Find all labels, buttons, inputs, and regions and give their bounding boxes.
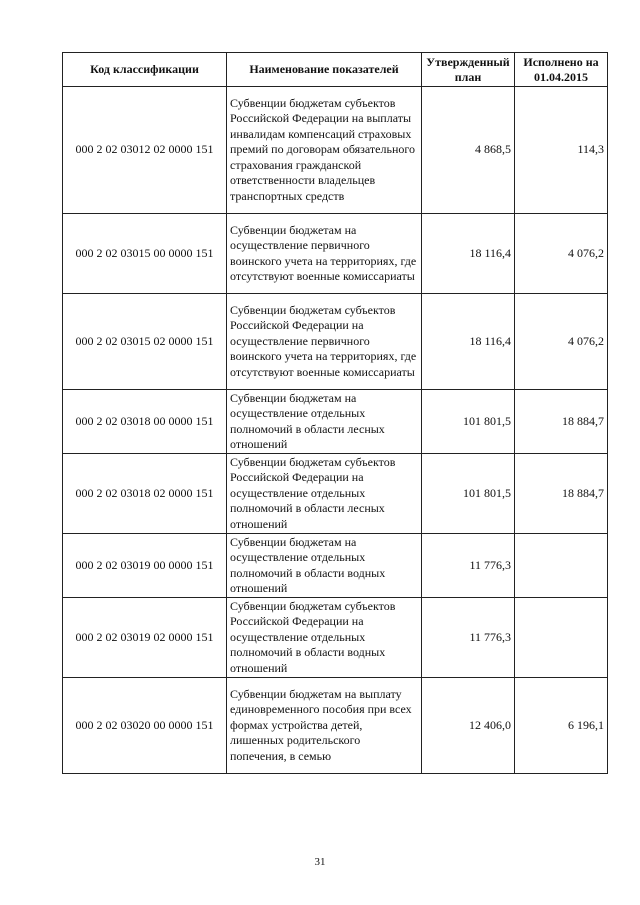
approved-plan: 11 776,3 bbox=[422, 598, 515, 678]
classification-code: 000 2 02 03015 02 0000 151 bbox=[63, 294, 227, 390]
page-number: 31 bbox=[314, 856, 326, 868]
classification-code: 000 2 02 03018 00 0000 151 bbox=[63, 390, 227, 454]
header-done: Исполнено на 01.04.2015 bbox=[515, 53, 608, 87]
classification-code: 000 2 02 03020 00 0000 151 bbox=[63, 678, 227, 774]
executed-amount: 4 076,2 bbox=[515, 214, 608, 294]
header-code: Код классификации bbox=[63, 53, 227, 87]
approved-plan: 18 116,4 bbox=[422, 214, 515, 294]
table-row bbox=[63, 294, 608, 390]
executed-amount: 114,3 bbox=[515, 87, 608, 214]
table-row bbox=[63, 390, 608, 454]
approved-plan: 101 801,5 bbox=[422, 390, 515, 454]
executed-amount: 18 884,7 bbox=[515, 390, 608, 454]
executed-amount: 4 076,2 bbox=[515, 294, 608, 390]
table-row bbox=[63, 598, 608, 678]
indicator-name: Субвенции бюджетам на осуществление первичного воинского учета на территориях, где отсутствуют военные комиссариаты bbox=[227, 214, 422, 294]
classification-code: 000 2 02 03019 02 0000 151 bbox=[63, 598, 227, 678]
table-row bbox=[63, 214, 608, 294]
executed-amount: 6 196,1 bbox=[515, 678, 608, 774]
executed-amount bbox=[515, 534, 608, 598]
approved-plan: 11 776,3 bbox=[422, 534, 515, 598]
approved-plan: 4 868,5 bbox=[422, 87, 515, 214]
indicator-name: Субвенции бюджетам субъектов Российской Федерации на осуществление первичного воинского учета на территориях, где отсутствуют военные комиссариаты bbox=[227, 294, 422, 390]
indicator-name: Субвенции бюджетам субъектов Российской Федерации на осуществление отдельных полномочий в области лесных отношений bbox=[227, 454, 422, 534]
approved-plan: 101 801,5 bbox=[422, 454, 515, 534]
classification-code: 000 2 02 03019 00 0000 151 bbox=[63, 534, 227, 598]
classification-code: 000 2 02 03015 00 0000 151 bbox=[63, 214, 227, 294]
table-row bbox=[63, 678, 608, 774]
executed-amount: 18 884,7 bbox=[515, 454, 608, 534]
indicator-name: Субвенции бюджетам на осуществление отдельных полномочий в области водных отношений bbox=[227, 534, 422, 598]
approved-plan: 12 406,0 bbox=[422, 678, 515, 774]
approved-plan: 18 116,4 bbox=[422, 294, 515, 390]
executed-amount bbox=[515, 598, 608, 678]
classification-code: 000 2 02 03012 02 0000 151 bbox=[63, 87, 227, 214]
classification-code: 000 2 02 03018 02 0000 151 bbox=[63, 454, 227, 534]
budget-table bbox=[62, 52, 608, 774]
table-row bbox=[63, 534, 608, 598]
header-plan: Утвержденный план bbox=[422, 53, 515, 87]
indicator-name: Субвенции бюджетам субъектов Российской Федерации на осуществление отдельных полномочий в области водных отношений bbox=[227, 598, 422, 678]
table-row bbox=[63, 454, 608, 534]
indicator-name: Субвенции бюджетам на осуществление отдельных полномочий в области лесных отношений bbox=[227, 390, 422, 454]
indicator-name: Субвенции бюджетам субъектов Российской Федерации на выплаты инвалидам компенсаций страховых премий по договорам обязательного страхования гражданской ответственности владельцев транспортных средств bbox=[227, 87, 422, 214]
table-row bbox=[63, 87, 608, 214]
header-row bbox=[63, 53, 608, 87]
indicator-name: Субвенции бюджетам на выплату единовременного пособия при всех формах устройства детей, лишенных родительского попечения, в семью bbox=[227, 678, 422, 774]
header-name: Наименование показателей bbox=[227, 53, 422, 87]
